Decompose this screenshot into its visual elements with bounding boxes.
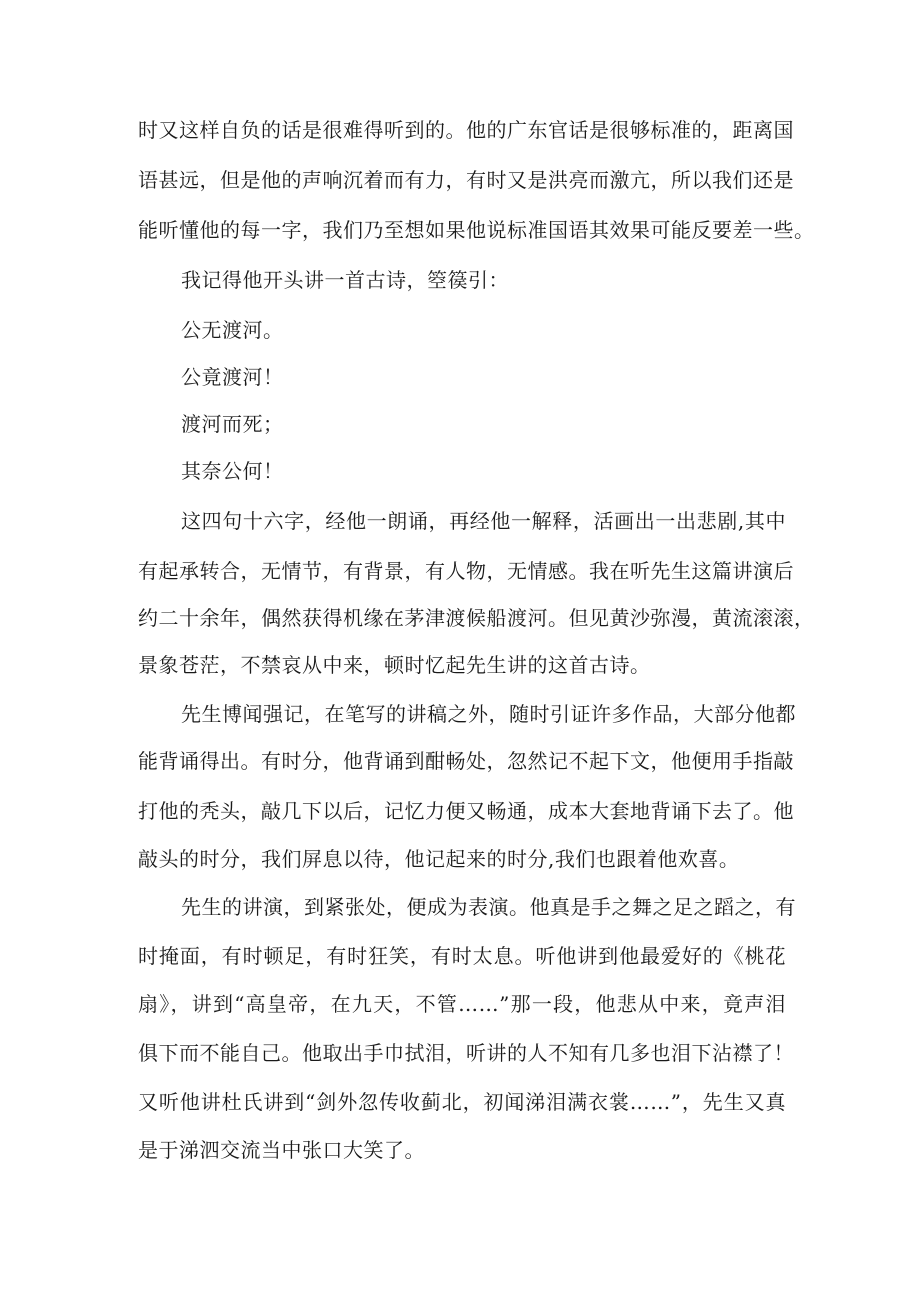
paragraph-5-line-2: 时掩面，有时顿足，有时狂笑，有时太息。听他讲到他最爱好的《桃花 bbox=[138, 944, 786, 968]
poem-line-3: 渡河而死； bbox=[181, 412, 284, 436]
paragraph-1-line-2: 语甚远，但是他的声响沉着而有力，有时又是洪亮而激亢，所以我们还是 bbox=[138, 168, 794, 192]
poem-line-1: 公无渡河。 bbox=[181, 318, 284, 342]
paragraph-4-line-1: 先生博闻强记，在笔写的讲稿之外，随时引证许多作品，大部分他都 bbox=[181, 702, 796, 726]
paragraph-3-line-4: 景象苍茫，不禁哀从中来，顿时忆起先生讲的这首古诗。 bbox=[138, 653, 651, 677]
paragraph-4-line-3: 打他的秃头，敲几下以后，记忆力便又畅通，成本大套地背诵下去了。他 bbox=[138, 799, 794, 823]
paragraph-5-line-6: 是于涕泗交流当中张口大笑了。 bbox=[138, 1138, 425, 1162]
paragraph-1-line-1: 时又这样自负的话是很难得听到的。他的广东官话是很够标准的，距离国 bbox=[138, 118, 794, 142]
paragraph-5-line-4: 俱下而不能自己。他取出手巾拭泪，听讲的人不知有几多也泪下沾襟了！ bbox=[138, 1041, 794, 1065]
paragraph-5-line-3: 扇》，讲到“高皇帝，在九天，不管……”那一段，他悲从中来，竟声泪 bbox=[138, 992, 786, 1016]
poem-line-2: 公竟渡河！ bbox=[181, 365, 284, 389]
paragraph-3-line-1: 这四句十六字，经他一朗诵，再经他一解释，活画出一出悲剧,其中 bbox=[181, 509, 786, 533]
paragraph-3-line-2: 有起承转合，无情节，有背景，有人物，无情感。我在听先生这篇讲演后 bbox=[138, 559, 794, 583]
paragraph-4-line-4: 敲头的时分，我们屏息以待，他记起来的时分,我们也跟着他欢喜。 bbox=[138, 847, 740, 871]
poem-line-4: 其奈公何！ bbox=[181, 459, 284, 483]
paragraph-1-line-3: 能听懂他的每一字，我们乃至想如果他说标准国语其效果可能反要差一些。 bbox=[138, 218, 815, 242]
paragraph-3-line-3: 约二十余年，偶然获得机缘在茅津渡候船渡河。但见黄沙弥漫，黄流滚滚， bbox=[138, 606, 815, 630]
paragraph-5-line-1: 先生的讲演，到紧张处，便成为表演。他真是手之舞之足之蹈之，有 bbox=[181, 895, 796, 919]
paragraph-5-line-5: 又听他讲杜氏讲到“剑外忽传收蓟北，初闻涕泪满衣裳……”，先生又真 bbox=[138, 1090, 786, 1114]
paragraph-4-line-2: 能背诵得出。有时分，他背诵到酣畅处，忽然记不起下文，他便用手指敲 bbox=[138, 749, 794, 773]
paragraph-2: 我记得他开头讲一首古诗，箜篌引： bbox=[181, 268, 509, 292]
